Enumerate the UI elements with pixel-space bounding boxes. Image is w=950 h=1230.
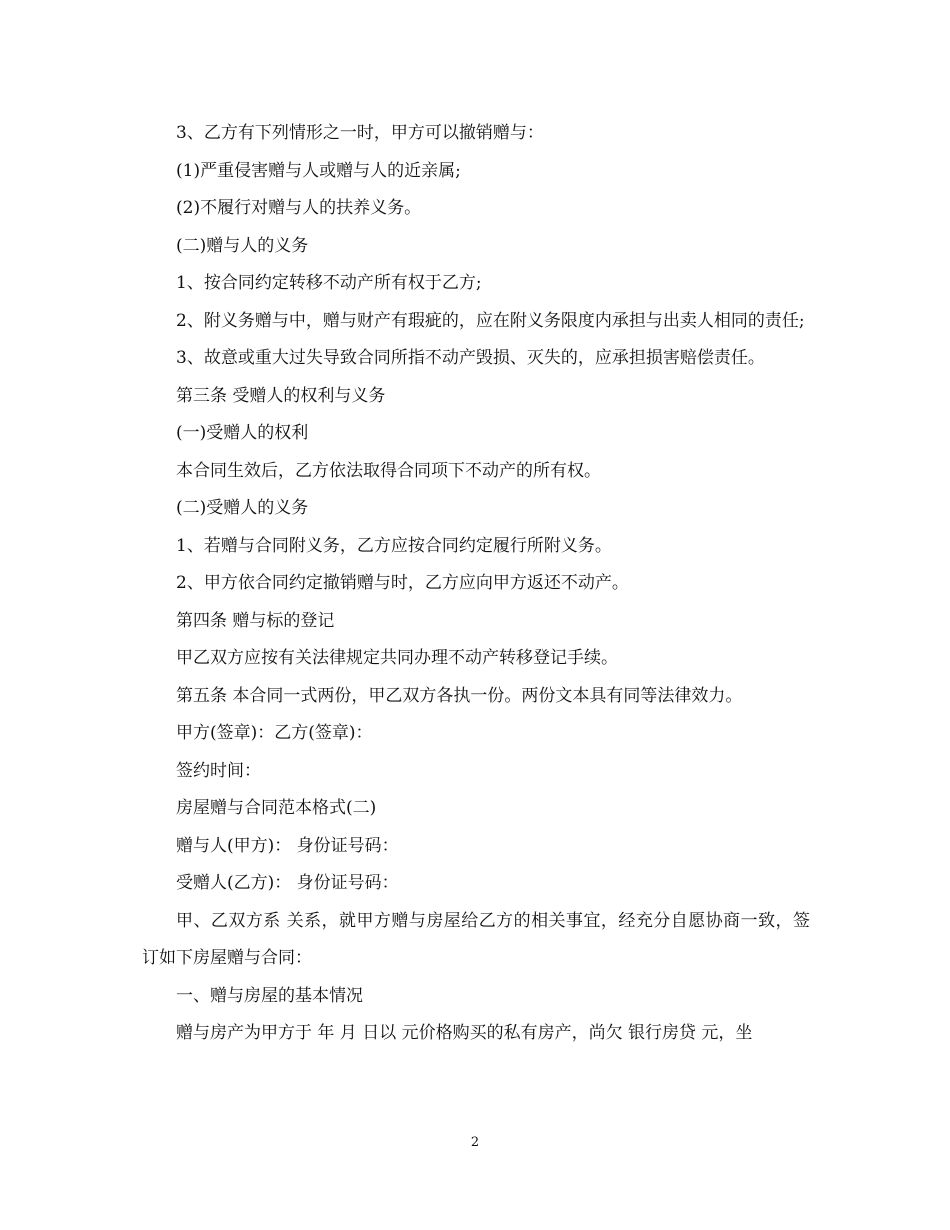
- donee-line: 受赠人(乙方)： 身份证号码：: [176, 873, 399, 893]
- document-body: [142, 115, 810, 1053]
- paragraph: 2、附义务赠与中，赠与财产有瑕疵的，应在附义务限度内承担与出卖人相同的责任;: [176, 310, 805, 331]
- signing-date-line: 签约时间：: [176, 760, 261, 781]
- paragraph: (1)严重侵害赠与人或赠与人的近亲属;: [176, 160, 461, 181]
- paragraph: 本合同生效后，乙方依法取得合同项下不动产的所有权。: [176, 460, 601, 481]
- paragraph: 甲、乙双方系 关系，就甲方赠与房屋给乙方的相关事宜，经充分自愿协商一致，签订如下房屋赠与合同：: [142, 910, 810, 968]
- section-heading: (二)受赠人的义务: [176, 498, 309, 518]
- document-subtitle: 房屋赠与合同范本格式(二): [176, 798, 377, 818]
- article-heading: 第三条 受赠人的权利与义务: [176, 385, 386, 406]
- paragraph: 2、甲方依合同约定撤销赠与时，乙方应向甲方返还不动产。: [176, 573, 629, 593]
- paragraph: 3、故意或重大过失导致合同所指不动产毁损、灭失的，应承担损害赔偿责任。: [176, 348, 765, 368]
- paragraph: 1、若赠与合同附义务，乙方应按合同约定履行所附义务。: [176, 535, 612, 556]
- paragraph: 甲乙双方应按有关法律规定共同办理不动产转移登记手续。: [176, 648, 618, 668]
- page-number: 2: [470, 1135, 480, 1150]
- section-heading: (二)赠与人的义务: [176, 235, 309, 256]
- section-heading: 一、赠与房屋的基本情况: [176, 985, 363, 1006]
- article-heading: 第五条 本合同一式两份，甲乙双方各执一份。两份文本具有同等法律效力。: [176, 685, 743, 706]
- donor-line: 赠与人(甲方)： 身份证号码：: [176, 835, 399, 856]
- paragraph: (2)不履行对赠与人的扶养义务。: [176, 198, 422, 218]
- section-heading: (一)受赠人的权利: [176, 423, 309, 443]
- paragraph: 3、乙方有下列情形之一时，甲方可以撤销赠与：: [176, 123, 544, 143]
- article-heading: 第四条 赠与标的登记: [176, 610, 335, 631]
- paragraph: 赠与房产为甲方于 年 月 日以 元价格购买的私有房产，尚欠 银行房贷 元，坐: [176, 1023, 753, 1043]
- signature-line: 甲方(签章)：乙方(签章)：: [176, 723, 373, 743]
- paragraph: 1、按合同约定转移不动产所有权于乙方;: [176, 273, 482, 293]
